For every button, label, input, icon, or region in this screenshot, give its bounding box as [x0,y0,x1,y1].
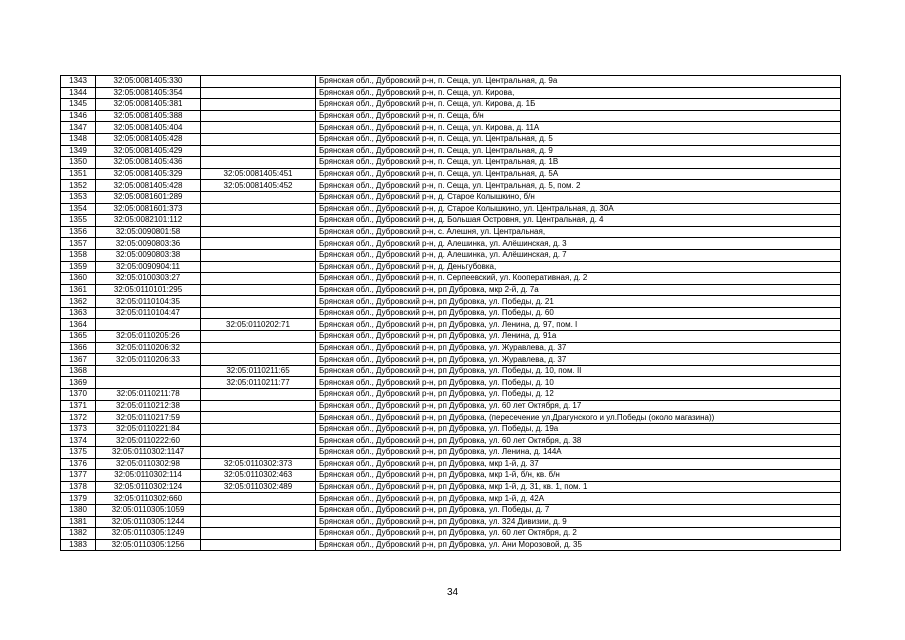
related-cadastral-number-cell [201,493,316,505]
table-row [61,99,841,111]
related-cadastral-number-cell [201,516,316,528]
table-row [61,319,841,331]
related-cadastral-number-cell: 32:05:0110202:71 [201,319,316,331]
row-number-cell: 1381 [61,516,96,528]
table-row [61,191,841,203]
table-row [61,122,841,134]
cadastral-number-cell: 32:05:0110205:26 [96,331,201,343]
cadastral-number-cell: 32:05:0100303:27 [96,273,201,285]
row-number-cell: 1355 [61,215,96,227]
row-number-cell: 1370 [61,389,96,401]
related-cadastral-number-cell [201,99,316,111]
cadastral-number-cell: 32:05:0110305:1249 [96,528,201,540]
cadastral-number-cell: 32:05:0081405:354 [96,87,201,99]
address-cell: Брянская обл., Дубровский р-н, рп Дубровка, ул. Журавлева, д. 37 [316,354,841,366]
table-row [61,516,841,528]
cadastral-number-cell: 32:05:0110302:124 [96,481,201,493]
table-row [61,354,841,366]
address-cell: Брянская обл., Дубровский р-н, рп Дубровка, ул. Победы, д. 7 [316,504,841,516]
row-number-cell: 1343 [61,76,96,88]
address-cell: Брянская обл., Дубровский р-н, рп Дубровка, (пересечение ул.Драгунского и ул.Победы (около магазина)) [316,412,841,424]
related-cadastral-number-cell [201,87,316,99]
cadastral-number-cell: 32:05:0110302:660 [96,493,201,505]
cadastral-number-cell: 32:05:0110305:1244 [96,516,201,528]
row-number-cell: 1369 [61,377,96,389]
row-number-cell: 1359 [61,261,96,273]
address-cell: Брянская обл., Дубровский р-н, рп Дубровка, ул. Победы, д. 60 [316,307,841,319]
related-cadastral-number-cell [201,76,316,88]
table-row [61,157,841,169]
address-cell: Брянская обл., Дубровский р-н, рп Дубровка, мкр 1-й, д. 31, кв. 1, пом. 1 [316,481,841,493]
row-number-cell: 1344 [61,87,96,99]
cadastral-number-cell: 32:05:0081405:436 [96,157,201,169]
address-cell: Брянская обл., Дубровский р-н, п. Сеща, ул. Центральная, д. 5А [316,168,841,180]
related-cadastral-number-cell [201,203,316,215]
row-number-cell: 1347 [61,122,96,134]
cadastral-number-cell: 32:05:0090904:11 [96,261,201,273]
cadastral-number-cell: 32:05:0081405:404 [96,122,201,134]
row-number-cell: 1362 [61,296,96,308]
address-cell: Брянская обл., Дубровский р-н, п. Сеща, ул. Центральная, д. 1В [316,157,841,169]
address-cell: Брянская обл., Дубровский р-н, д. Большая Островня, ул. Центральная, д. 4 [316,215,841,227]
table-row [61,87,841,99]
address-cell: Брянская обл., Дубровский р-н, п. Сеща, ул. Кирова, д. 11А [316,122,841,134]
row-number-cell: 1373 [61,423,96,435]
address-cell: Брянская обл., Дубровский р-н, д. Старое Колышкино, ул. Центральная, д. 30А [316,203,841,215]
table-row [61,307,841,319]
related-cadastral-number-cell [201,389,316,401]
row-number-cell: 1353 [61,191,96,203]
related-cadastral-number-cell [201,157,316,169]
related-cadastral-number-cell [201,238,316,250]
cadastral-number-cell: 32:05:0110104:47 [96,307,201,319]
cadastral-number-cell: 32:05:0081601:373 [96,203,201,215]
table-row [61,249,841,261]
table-row [61,389,841,401]
table-row [61,504,841,516]
table-row [61,377,841,389]
related-cadastral-number-cell [201,110,316,122]
row-number-cell: 1363 [61,307,96,319]
row-number-cell: 1357 [61,238,96,250]
address-cell: Брянская обл., Дубровский р-н, рп Дубровка, ул. Победы, д. 10, пом. II [316,365,841,377]
related-cadastral-number-cell [201,447,316,459]
cadastral-number-cell: 32:05:0110302:114 [96,470,201,482]
related-cadastral-number-cell [201,284,316,296]
cadastral-number-cell [96,319,201,331]
table-row [61,493,841,505]
row-number-cell: 1361 [61,284,96,296]
table-row [61,180,841,192]
row-number-cell: 1350 [61,157,96,169]
row-number-cell: 1348 [61,133,96,145]
related-cadastral-number-cell [201,122,316,134]
address-cell: Брянская обл., Дубровский р-н, рп Дубровка, ул. Победы, д. 12 [316,389,841,401]
related-cadastral-number-cell [201,400,316,412]
cadastral-number-cell: 32:05:0110206:32 [96,342,201,354]
table-row [61,331,841,343]
table-row [61,145,841,157]
row-number-cell: 1346 [61,110,96,122]
address-cell: Брянская обл., Дубровский р-н, д. Алешинка, ул. Алёшинская, д. 3 [316,238,841,250]
row-number-cell: 1378 [61,481,96,493]
table-row [61,458,841,470]
address-cell: Брянская обл., Дубровский р-н, рп Дубровка, ул. Ленина, д. 144А [316,447,841,459]
cadastral-number-cell: 32:05:0110305:1059 [96,504,201,516]
related-cadastral-number-cell [201,191,316,203]
related-cadastral-number-cell: 32:05:0110211:65 [201,365,316,377]
row-number-cell: 1356 [61,226,96,238]
table-row [61,365,841,377]
table-row [61,273,841,285]
address-cell: Брянская обл., Дубровский р-н, рп Дубровка, ул. Победы, д. 19а [316,423,841,435]
related-cadastral-number-cell: 32:05:0110302:373 [201,458,316,470]
address-cell: Брянская обл., Дубровский р-н, рп Дубровка, ул. Ленина, д. 97, пом. I [316,319,841,331]
table-row [61,284,841,296]
table-row [61,168,841,180]
table-row [61,110,841,122]
related-cadastral-number-cell [201,354,316,366]
registry-table [60,75,841,551]
table-row [61,528,841,540]
cadastral-number-cell: 32:05:0110221:84 [96,423,201,435]
row-number-cell: 1352 [61,180,96,192]
related-cadastral-number-cell [201,249,316,261]
cadastral-number-cell: 32:05:0081405:428 [96,133,201,145]
address-cell: Брянская обл., Дубровский р-н, рп Дубровка, ул. 60 лет Октября, д. 2 [316,528,841,540]
related-cadastral-number-cell [201,504,316,516]
address-cell: Брянская обл., Дубровский р-н, п. Сеща, ул. Кирова, [316,87,841,99]
cadastral-number-cell: 32:05:0110211:78 [96,389,201,401]
row-number-cell: 1377 [61,470,96,482]
table-row [61,342,841,354]
address-cell: Брянская обл., Дубровский р-н, п. Сеща, ул. Центральная, д. 9 [316,145,841,157]
address-cell: Брянская обл., Дубровский р-н, рп Дубровка, ул. Победы, д. 21 [316,296,841,308]
table-row [61,447,841,459]
row-number-cell: 1364 [61,319,96,331]
row-number-cell: 1351 [61,168,96,180]
table-row [61,203,841,215]
related-cadastral-number-cell [201,423,316,435]
row-number-cell: 1374 [61,435,96,447]
address-cell: Брянская обл., Дубровский р-н, рп Дубровка, мкр 2-й, д. 7а [316,284,841,296]
related-cadastral-number-cell [201,539,316,551]
cadastral-number-cell: 32:05:0110104:35 [96,296,201,308]
row-number-cell: 1358 [61,249,96,261]
address-cell: Брянская обл., Дубровский р-н, д. Старое Колышкино, б/н [316,191,841,203]
related-cadastral-number-cell [201,133,316,145]
address-cell: Брянская обл., Дубровский р-н, рп Дубровка, ул. Журавлева, д. 37 [316,342,841,354]
address-cell: Брянская обл., Дубровский р-н, п. Сеща, ул. Кирова, д. 1Б [316,99,841,111]
cadastral-number-cell: 32:05:0090801:58 [96,226,201,238]
cadastral-number-cell: 32:05:0081405:428 [96,180,201,192]
related-cadastral-number-cell [201,261,316,273]
cadastral-number-cell: 32:05:0081405:329 [96,168,201,180]
cadastral-number-cell: 32:05:0110206:33 [96,354,201,366]
related-cadastral-number-cell: 32:05:0081405:451 [201,168,316,180]
row-number-cell: 1365 [61,331,96,343]
address-cell: Брянская обл., Дубровский р-н, п. Сеща, ул. Центральная, д. 9а [316,76,841,88]
table-row [61,76,841,88]
related-cadastral-number-cell [201,296,316,308]
related-cadastral-number-cell [201,307,316,319]
row-number-cell: 1379 [61,493,96,505]
address-cell: Брянская обл., Дубровский р-н, п. Сеща, ул. Центральная, д. 5 [316,133,841,145]
related-cadastral-number-cell: 32:05:0110302:463 [201,470,316,482]
cadastral-number-cell: 32:05:0081601:289 [96,191,201,203]
row-number-cell: 1383 [61,539,96,551]
table-row [61,435,841,447]
row-number-cell: 1380 [61,504,96,516]
row-number-cell: 1382 [61,528,96,540]
row-number-cell: 1372 [61,412,96,424]
table-row [61,470,841,482]
table-row [61,261,841,273]
table-row [61,215,841,227]
cadastral-number-cell: 32:05:0110302:98 [96,458,201,470]
related-cadastral-number-cell [201,215,316,227]
related-cadastral-number-cell: 32:05:0110302:489 [201,481,316,493]
row-number-cell: 1376 [61,458,96,470]
related-cadastral-number-cell [201,435,316,447]
related-cadastral-number-cell [201,145,316,157]
row-number-cell: 1368 [61,365,96,377]
address-cell: Брянская обл., Дубровский р-н, д. Алешинка, ул. Алёшинская, д. 7 [316,249,841,261]
cadastral-number-cell [96,377,201,389]
cadastral-number-cell: 32:05:0082101:112 [96,215,201,227]
address-cell: Брянская обл., Дубровский р-н, рп Дубровка, ул. 60 лет Октября, д. 38 [316,435,841,447]
related-cadastral-number-cell [201,528,316,540]
address-cell: Брянская обл., Дубровский р-н, рп Дубровка, мкр 1-й, д. 42А [316,493,841,505]
table-row [61,539,841,551]
related-cadastral-number-cell [201,226,316,238]
row-number-cell: 1354 [61,203,96,215]
address-cell: Брянская обл., Дубровский р-н, с. Алешня, ул. Центральная, [316,226,841,238]
cadastral-number-cell: 32:05:0110217:59 [96,412,201,424]
cadastral-number-cell: 32:05:0110305:1256 [96,539,201,551]
address-cell: Брянская обл., Дубровский р-н, п. Серпеевский, ул. Кооперативная, д. 2 [316,273,841,285]
row-number-cell: 1349 [61,145,96,157]
cadastral-number-cell: 32:05:0081405:330 [96,76,201,88]
address-cell: Брянская обл., Дубровский р-н, п. Сеща, ул. Центральная, д. 5, пом. 2 [316,180,841,192]
address-cell: Брянская обл., Дубровский р-н, рп Дубровка, ул. Ани Морозовой, д. 35 [316,539,841,551]
address-cell: Брянская обл., Дубровский р-н, рп Дубровка, мкр 1-й, б/н, кв. б/н [316,470,841,482]
address-cell: Брянская обл., Дубровский р-н, рп Дубровка, мкр 1-й, д. 37 [316,458,841,470]
address-cell: Брянская обл., Дубровский р-н, рп Дубровка, ул. Победы, д. 10 [316,377,841,389]
address-cell: Брянская обл., Дубровский р-н, д. Деньгубовка, [316,261,841,273]
row-number-cell: 1366 [61,342,96,354]
cadastral-number-cell: 32:05:0081405:429 [96,145,201,157]
table-row [61,481,841,493]
address-cell: Брянская обл., Дубровский р-н, рп Дубровка, ул. 324 Дивизии, д. 9 [316,516,841,528]
related-cadastral-number-cell [201,331,316,343]
row-number-cell: 1367 [61,354,96,366]
table-row [61,226,841,238]
cadastral-number-cell: 32:05:0090803:38 [96,249,201,261]
row-number-cell: 1371 [61,400,96,412]
cadastral-number-cell: 32:05:0090803:36 [96,238,201,250]
table-row [61,423,841,435]
address-cell: Брянская обл., Дубровский р-н, п. Сеща, б/н [316,110,841,122]
related-cadastral-number-cell: 32:05:0110211:77 [201,377,316,389]
cadastral-number-cell [96,365,201,377]
address-cell: Брянская обл., Дубровский р-н, рп Дубровка, ул. Ленина, д. 91а [316,331,841,343]
cadastral-number-cell: 32:05:0110222:60 [96,435,201,447]
table-row [61,238,841,250]
address-cell: Брянская обл., Дубровский р-н, рп Дубровка, ул. 60 лет Октября, д. 17 [316,400,841,412]
related-cadastral-number-cell [201,412,316,424]
cadastral-number-cell: 32:05:0081405:381 [96,99,201,111]
cadastral-number-cell: 32:05:0110302:1147 [96,447,201,459]
related-cadastral-number-cell [201,273,316,285]
row-number-cell: 1345 [61,99,96,111]
table-row [61,412,841,424]
related-cadastral-number-cell [201,342,316,354]
row-number-cell: 1360 [61,273,96,285]
cadastral-number-cell: 32:05:0081405:388 [96,110,201,122]
table-row [61,133,841,145]
table-row [61,400,841,412]
cadastral-number-cell: 32:05:0110101:295 [96,284,201,296]
cadastral-number-cell: 32:05:0110212:38 [96,400,201,412]
table-row [61,296,841,308]
registry-table-body [61,76,841,551]
row-number-cell: 1375 [61,447,96,459]
related-cadastral-number-cell: 32:05:0081405:452 [201,180,316,192]
page-number: 34 [446,587,459,598]
